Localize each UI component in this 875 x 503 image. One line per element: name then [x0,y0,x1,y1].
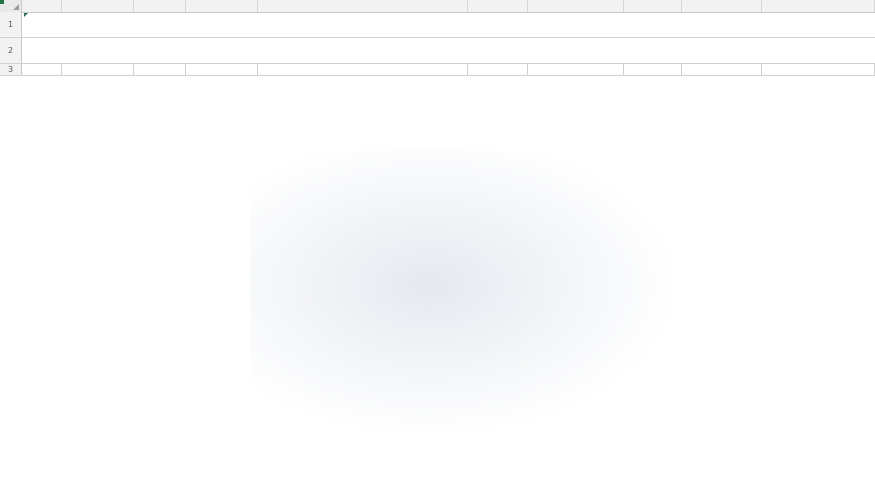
sheet-title[interactable] [346,12,875,37]
header-cell[interactable] [528,64,624,75]
column-header-d[interactable] [186,0,258,12]
column-header-i[interactable] [682,0,762,12]
row-number[interactable]: 1 [0,12,22,37]
header-row [0,64,875,76]
title-row [0,12,875,38]
row-number[interactable]: 2 [0,38,22,63]
school-cell[interactable] [22,38,320,63]
header-cell[interactable] [762,64,875,75]
column-header-a[interactable] [22,0,62,12]
header-cell[interactable] [22,64,62,75]
header-cell[interactable] [468,64,528,75]
header-cell[interactable] [682,64,762,75]
column-header-f[interactable] [468,0,528,12]
cell-title-spacer[interactable] [22,12,346,37]
date-cell[interactable] [540,38,875,63]
meta-row [0,38,875,64]
select-all-corner[interactable] [0,0,22,12]
column-header-h[interactable] [624,0,682,12]
header-cell[interactable] [134,64,186,75]
column-header-e[interactable] [258,0,468,12]
row-number[interactable]: 3 [0,64,22,75]
column-header-c[interactable] [134,0,186,12]
header-cell[interactable] [62,64,134,75]
column-header-b[interactable] [62,0,134,12]
header-cell[interactable] [258,64,468,75]
watermark-overlay [250,150,700,450]
column-header-g[interactable] [528,0,624,12]
column-header-j[interactable] [762,0,875,12]
filler-cell[interactable] [320,38,540,63]
header-cell[interactable] [186,64,258,75]
header-cell[interactable] [624,64,682,75]
